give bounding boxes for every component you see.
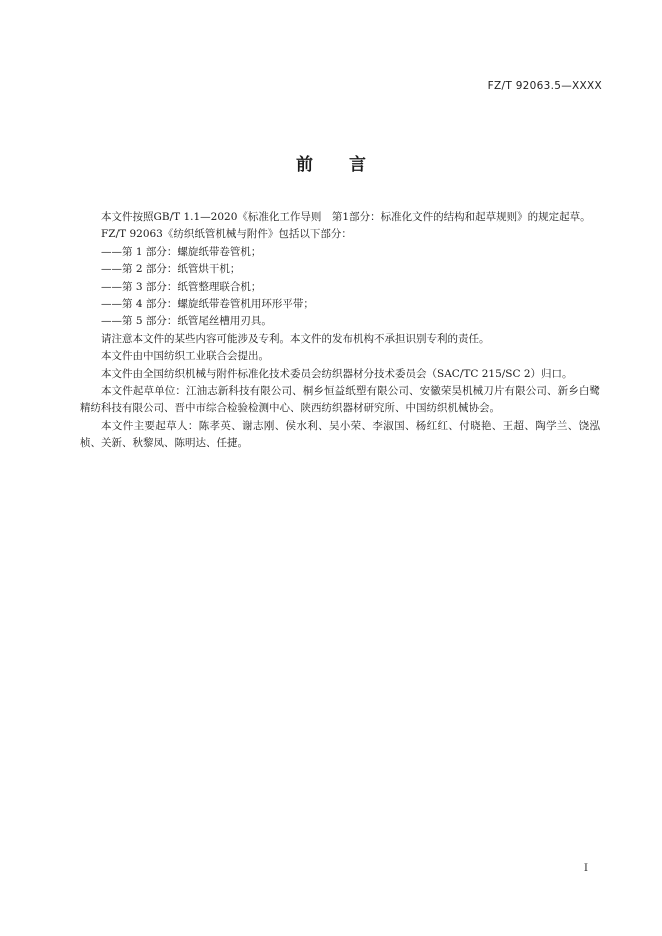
list-item: ——第 2 部分：纸管烘干机； [101, 263, 241, 276]
standard-number: FZ/T 92063.5—XXXX [487, 80, 602, 92]
paragraph-patent-notice: 请注意本文件的某些内容可能涉及专利。本文件的发布机构不承担识别专利的责任。 [101, 332, 490, 345]
list-item: ——第 3 部分：纸管整理联合机； [101, 280, 262, 293]
paragraph-standard-parts-intro: FZ/T 92063《纺织纸管机械与附件》包括以下部分： [101, 228, 352, 241]
page-title: 前言 [296, 155, 402, 175]
list-item: ——第 1 部分：螺旋纸带卷管机； [101, 245, 262, 258]
list-item: ——第 4 部分：螺旋纸带卷管机用环形平带； [101, 298, 314, 311]
paragraph-drafting-rules: 本文件按照GB/T 1.1—2020《标准化工作导则 第1部分：标准化文件的结构和起草规则》的规定起草。 [101, 211, 591, 223]
page-number: I [583, 862, 588, 874]
paragraph-main-drafters: 本文件主要起草人：陈孝英、谢志刚、侯水利、吴小荣、李淑国、杨红红、付晓艳、王超、陶学兰、饶泓桢、关新、秋黎凤、陈明达、任捷。 [80, 419, 600, 450]
foreword-body [80, 209, 600, 453]
parts-list [80, 244, 600, 331]
paragraph-under-jurisdiction: 本文件由全国纺织机械与附件标准化技术委员会纺织器材分技术委员会（SAC/TC 215/SC 2）归口。 [101, 367, 573, 380]
paragraph-drafting-units: 本文件起草单位：江油志新科技有限公司、桐乡恒益纸塑有限公司、安徽荣昊机械刀片有限公司、新乡白鹭精纺科技有限公司、晋中市综合检验检测中心、陕西纺织器材研究所、中国纺织机械协会。 [80, 385, 600, 415]
list-item: ——第 5 部分：纸管尾丝槽用刃具。 [101, 315, 272, 328]
paragraph-proposed-by: 本文件由中国纺织工业联合会提出。 [101, 350, 269, 363]
